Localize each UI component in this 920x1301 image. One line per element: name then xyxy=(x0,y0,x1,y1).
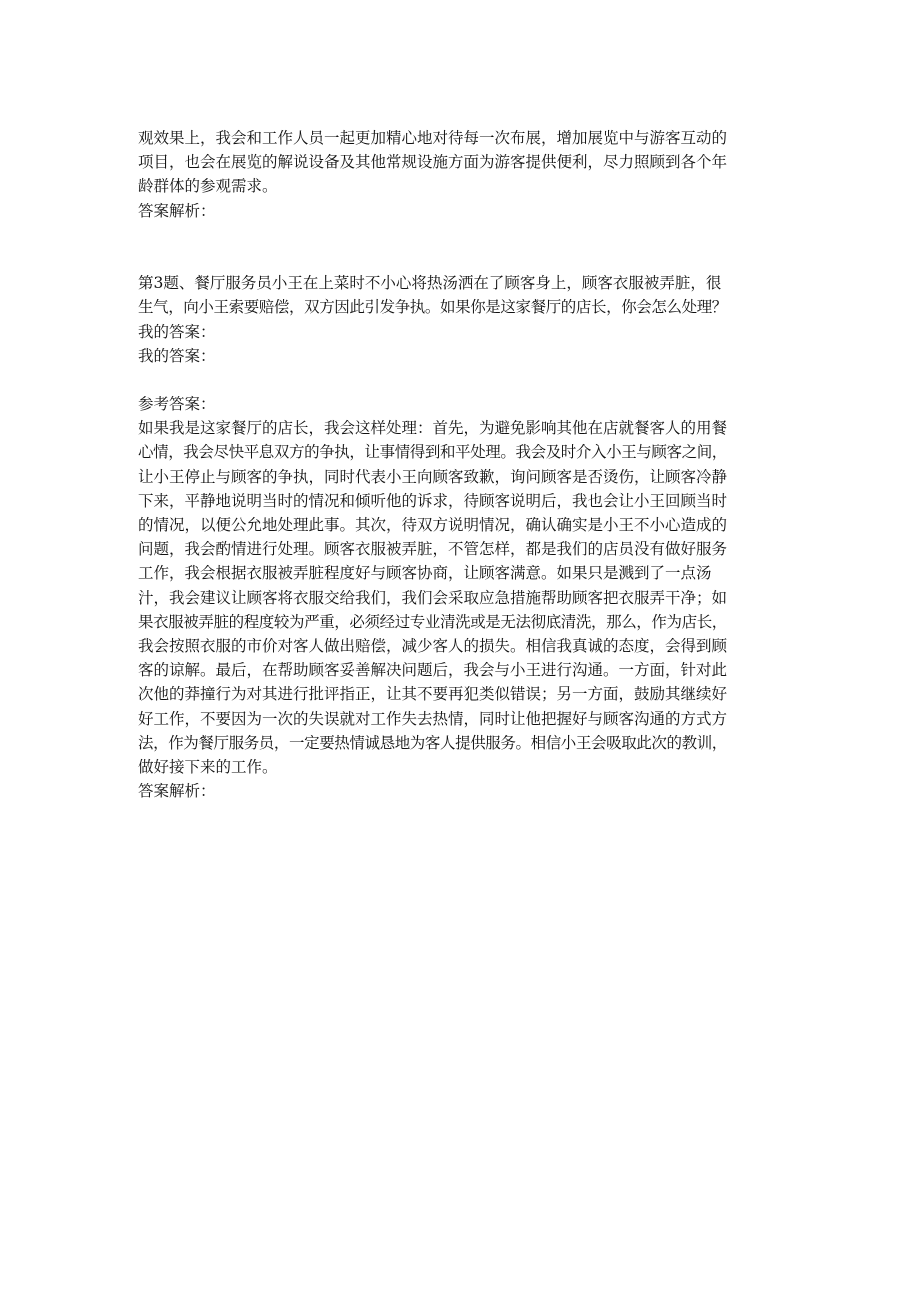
reference-answer-line: 客的谅解。最后，在帮助顾客妥善解决问题后，我会与小王进行沟通。一方面，针对此 xyxy=(138,661,728,680)
my-answer-label: 我的答案： xyxy=(138,346,216,365)
reference-answer-line: 次他的莽撞行为对其进行批评指正，让其不要再犯类似错误；另一方面，鼓励其继续好 xyxy=(138,685,728,704)
question-text-line: 生气，向小王索要赔偿，双方因此引发争执。如果你是这家餐厅的店长，你会怎么处理？ xyxy=(138,298,727,317)
reference-answer-line: 汁，我会建议让顾客将衣服交给我们，我们会采取应急措施帮助顾客把衣服弄干净；如 xyxy=(138,588,728,607)
question-text-line: 第3题、餐厅服务员小王在上菜时不小心将热汤洒在了顾客身上，顾客衣服被弄脏，很 xyxy=(138,274,722,293)
previous-answer-line: 项目，也会在展览的解说设备及其他常规设施方面为游客提供便利，尽力照顾到各个年 xyxy=(138,153,728,172)
reference-answer-line: 果衣服被弄脏的程度较为严重，必须经过专业清洗或是无法彻底清洗，那么，作为店长， xyxy=(138,612,727,631)
reference-answer-line: 我会按照衣服的市价对客人做出赔偿，减少客人的损失。相信我真诚的态度，会得到顾 xyxy=(138,636,728,655)
reference-answer-label: 参考答案： xyxy=(138,395,216,414)
answer-analysis-label: 答案解析： xyxy=(138,201,216,220)
reference-answer-line: 让小王停止与顾客的争执，同时代表小王向顾客致歉，询问顾客是否烫伤，让顾客冷静 xyxy=(138,467,728,486)
reference-answer-line: 做好接下来的工作。 xyxy=(138,757,278,776)
reference-answer-line: 的情况，以便公允地处理此事。其次，待双方说明情况，确认确实是小王不小心造成的 xyxy=(138,516,728,534)
document-body xyxy=(138,126,803,803)
reference-answer-line: 问题，我会酌情进行处理。顾客衣服被弄脏，不管怎样，都是我们的店员没有做好服务 xyxy=(138,540,728,559)
reference-answer-line: 下来，平静地说明当时的情况和倾听他的诉求，待顾客说明后，我也会让小王回顾当时 xyxy=(138,491,728,510)
reference-answer-line: 好工作，不要因为一次的失误就对工作失去热情，同时让他把握好与顾客沟通的方式方 xyxy=(138,709,728,728)
reference-answer-line: 如果我是这家餐厅的店长，我会这样处理：首先，为避免影响其他在店就餐客人的用餐 xyxy=(138,419,728,438)
reference-answer-line: 心情，我会尽快平息双方的争执，让事情得到和平处理。我会及时介入小王与顾客之间， xyxy=(138,443,727,462)
previous-answer-line: 观效果上，我会和工作人员一起更加精心地对待每一次布展，增加展览中与游客互动的 xyxy=(138,129,728,147)
blank-line xyxy=(138,247,803,271)
reference-answer-line: 法，作为餐厅服务员，一定要热情诚恳地为客人提供服务。相信小王会吸取此次的教训， xyxy=(138,733,727,752)
answer-analysis-label: 答案解析： xyxy=(138,782,216,801)
previous-answer-line: 龄群体的参观需求。 xyxy=(138,177,278,196)
my-answer-label: 我的答案： xyxy=(138,322,216,341)
blank-line xyxy=(138,368,803,392)
reference-answer-line: 工作，我会根据衣服被弄脏程度好与顾客协商，让顾客满意。如果只是溅到了一点汤 xyxy=(138,564,712,583)
blank-line xyxy=(138,223,803,247)
